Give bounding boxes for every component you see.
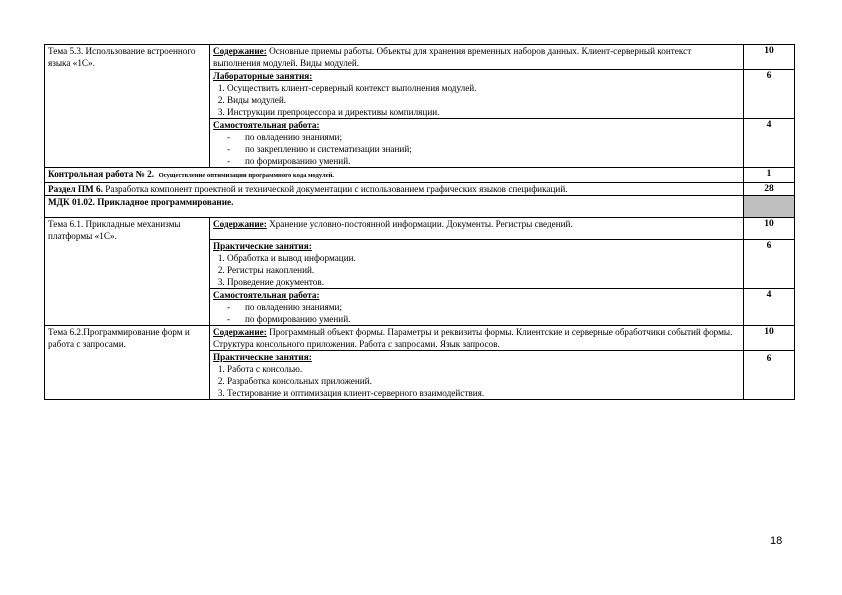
table-row	[45, 326, 795, 351]
hours-cell: 1	[744, 168, 795, 183]
list-item: - по овладению знаниями;	[227, 302, 342, 312]
list-item: - по формированию умений.	[227, 314, 351, 324]
section-cell	[45, 183, 744, 196]
table-row	[45, 168, 795, 183]
topic-cell	[45, 218, 210, 326]
practice-list	[213, 363, 740, 399]
content-text: Хранение условно-постоянной информации. Документы. Регистры сведений.	[266, 219, 573, 229]
practice-label: Практические занятия:	[213, 241, 312, 251]
curriculum-table	[44, 44, 795, 400]
list-item: 2. Регистры накоплений.	[227, 264, 740, 276]
control-work-label: Контрольная работа № 2.	[48, 169, 155, 179]
practice-list	[213, 252, 740, 288]
hours-cell: 4	[744, 289, 795, 326]
table-row	[45, 218, 795, 240]
self-work-cell	[210, 119, 744, 168]
topic-title: Тема 5.3. Использование встроенного языка «1С».	[48, 46, 196, 68]
content-text: Основные приемы работы. Объекты для хранения временных наборов данных. Клиент-серверный контекст выполнения модулей. Виды модулей.	[213, 46, 692, 68]
hours-cell: 6	[744, 240, 795, 289]
section-text: Разработка компонент проектной и технической документации с использованием графических языков спецификаций.	[102, 184, 568, 194]
list-item: 2. Виды модулей.	[227, 94, 740, 106]
mdk-cell: МДК 01.02. Прикладное программирование.	[45, 196, 744, 218]
hours-cell: 10	[744, 45, 795, 70]
topic-cell	[45, 45, 210, 168]
hours-cell: 28	[744, 183, 795, 196]
self-work-list	[213, 301, 740, 325]
practice-cell	[210, 351, 744, 400]
self-work-list	[213, 131, 740, 167]
self-work-cell	[210, 289, 744, 326]
lab-list	[213, 82, 740, 118]
content-text: Программный объект формы. Параметры и реквизиты формы. Клиентские и серверные обработчики событий формы. Структура консольного приложения. Работа с запросами. Язык запросов.	[213, 327, 733, 349]
topic-cell	[45, 326, 210, 400]
list-item: - по овладению знаниями;	[227, 132, 342, 142]
control-work-text: Осуществление оптимизации программного кода модулей.	[158, 172, 335, 179]
section-label: Раздел ПМ 6.	[48, 184, 103, 194]
hours-cell: 6	[744, 70, 795, 119]
self-work-label: Самостоятельная работа:	[213, 120, 320, 130]
list-item: 3. Инструкции препроцессора и директивы компиляции.	[227, 106, 740, 118]
content-cell	[210, 326, 744, 351]
list-item: 2. Разработка консольных приложений.	[227, 375, 740, 387]
list-item: 3. Тестирование и оптимизация клиент-серверного взаимодействия.	[227, 387, 740, 399]
practice-label: Практические занятия:	[213, 352, 312, 362]
lab-label: Лабораторные занятия:	[213, 71, 313, 81]
table-row	[45, 45, 795, 70]
self-work-label: Самостоятельная работа:	[213, 290, 320, 300]
content-label: Содержание:	[213, 46, 267, 56]
list-item: - по закреплению и систематизации знаний;	[227, 144, 412, 154]
hours-cell: 10	[744, 326, 795, 351]
list-item: 1. Обработка и вывод информации.	[227, 252, 740, 264]
list-item: - по формированию умений.	[227, 156, 351, 166]
hours-cell: 10	[744, 218, 795, 240]
page-number: 18	[770, 535, 783, 547]
hours-cell: 4	[744, 119, 795, 168]
list-item: 3. Проведение документов.	[227, 276, 740, 288]
list-item: 1. Осуществить клиент-серверный контекст выполнения модулей.	[227, 82, 740, 94]
content-label: Содержание:	[213, 327, 267, 337]
topic-title: Тема 6.1. Прикладные механизмы платформы «1С».	[48, 219, 181, 241]
content-label: Содержание:	[213, 219, 267, 229]
shaded-cell	[744, 196, 795, 218]
control-work-cell	[45, 168, 744, 183]
content-cell	[210, 218, 744, 240]
practice-cell	[210, 240, 744, 289]
table-row	[45, 183, 795, 196]
table-row	[45, 196, 795, 218]
lab-cell	[210, 70, 744, 119]
list-item: 1. Работа с консолью.	[227, 363, 740, 375]
hours-cell: 6	[744, 351, 795, 400]
topic-title: Тема 6.2.Программирование форм и работа с запросами.	[48, 327, 190, 349]
content-cell	[210, 45, 744, 70]
